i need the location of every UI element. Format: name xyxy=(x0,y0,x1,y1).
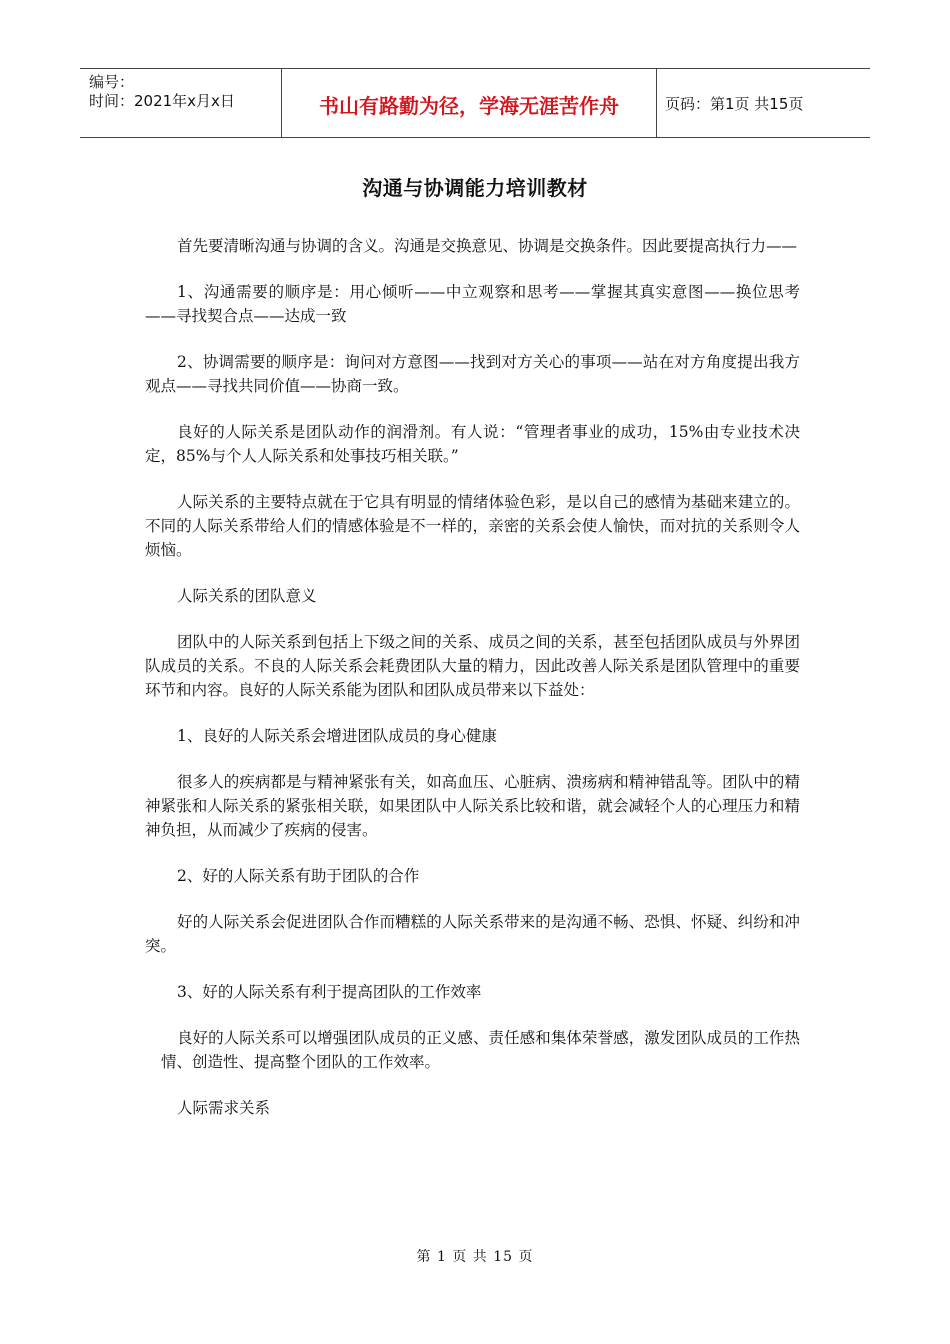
paragraph: 首先要清晰沟通与协调的含义。沟通是交换意见、协调是交换条件。因此要提高执行力—— xyxy=(177,237,798,255)
section-heading: 人际关系的团队意义 xyxy=(177,587,317,605)
list-heading: 2、好的人际关系有助于团队的合作 xyxy=(177,867,420,885)
paragraph: 好的人际关系会促进团队合作而糟糕的人际关系带来的是沟通不畅、恐惧、怀疑、纠纷和冲突。 xyxy=(145,913,800,955)
time-label: 时间：2021年x月x日 xyxy=(89,92,235,110)
paragraph: 良好的人际关系可以增强团队成员的正义感、责任感和集体荣誉感，激发团队成员的工作热情、创造性、提高整个团队的工作效率。 xyxy=(161,1029,800,1071)
list-heading: 3、好的人际关系有利于提高团队的工作效率 xyxy=(177,983,482,1001)
document-body xyxy=(145,234,800,1142)
paragraph: 良好的人际关系是团队动作的润滑剂。有人说：“管理者事业的成功，15%由专业技术决定，85%与个人人际关系和处事技巧相关联。” xyxy=(145,423,800,465)
page-footer: 第 1 页 共 15 页 xyxy=(416,1249,534,1265)
paragraph: 很多人的疾病都是与精神紧张有关，如高血压、心脏病、溃疡病和精神错乱等。团队中的精神紧张和人际关系的紧张相关联，如果团队中人际关系比较和谐，就会减轻个人的心理压力和精神负担，从而减少了疾病的侵害。 xyxy=(145,773,800,839)
page-info-text: 页码：第1页 共15页 xyxy=(665,94,804,113)
paragraph: 人际关系的主要特点就在于它具有明显的情绪体验色彩，是以自己的感情为基础来建立的。不同的人际关系带给人们的情感体验是不一样的，亲密的关系会使人愉快，而对抗的关系则令人烦恼。 xyxy=(145,493,800,559)
paragraph: 2、协调需要的顺序是：询问对方意图——找到对方关心的事项——站在对方角度提出我方观点——寻找共同价值——协商一致。 xyxy=(145,353,800,395)
section-heading: 人际需求关系 xyxy=(177,1099,271,1117)
number-label: 编号： xyxy=(89,73,135,91)
document-title: 沟通与协调能力培训教材 xyxy=(362,176,588,200)
header-table xyxy=(80,68,870,138)
motto-cell xyxy=(282,69,657,137)
paragraph: 团队中的人际关系到包括上下级之间的关系、成员之间的关系，甚至包括团队成员与外界团队成员的关系。不良的人际关系会耗费团队大量的精力，因此改善人际关系是团队管理中的重要环节和内容。良好的人际关系能为团队和团队成员带来以下益处： xyxy=(145,633,800,699)
list-heading: 1、良好的人际关系会增进团队成员的身心健康 xyxy=(177,727,497,745)
page-info-cell xyxy=(657,69,870,137)
header-meta-cell xyxy=(80,69,282,137)
paragraph: 1、沟通需要的顺序是：用心倾听——中立观察和思考——掌握其真实意图——换位思考——寻找契合点——达成一致 xyxy=(145,283,800,325)
motto-text: 书山有路勤为径，学海无涯苦作舟 xyxy=(319,93,619,118)
